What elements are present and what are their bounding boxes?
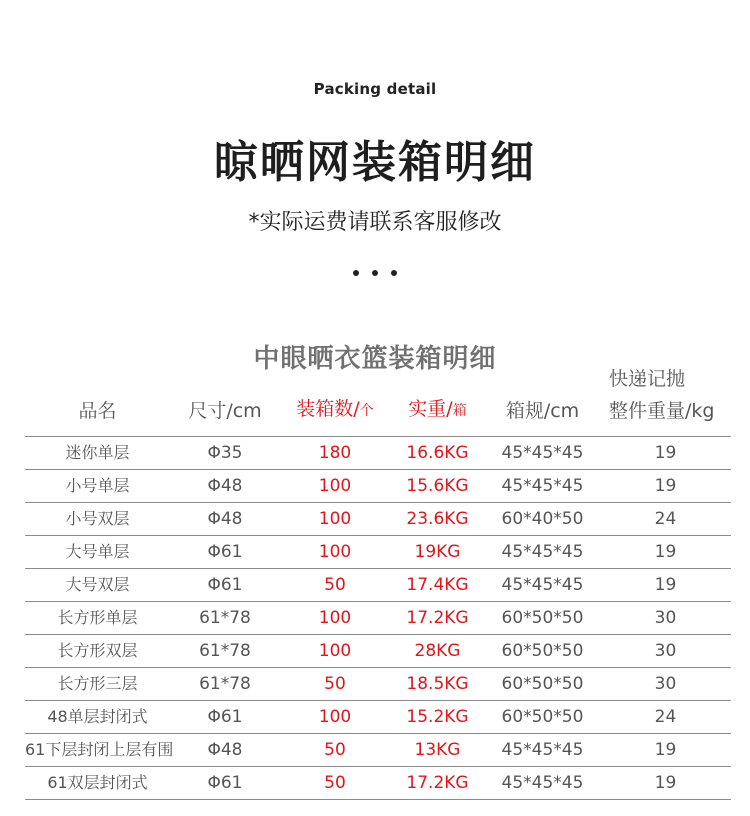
dots-divider [0,270,750,276]
header-qty [280,393,390,427]
cell-qty: 100 [318,707,352,727]
cell-size: Φ61 [207,707,243,727]
table-row [25,734,731,767]
dot-icon [353,270,359,276]
cell-size: Φ61 [207,773,243,793]
cell-size: Φ35 [207,443,243,463]
cell-qty: 100 [318,641,352,661]
cell-name: 大号双层 [65,575,130,594]
cell-box: 45*45*45 [501,542,584,562]
cell-qty: 100 [318,509,352,529]
cell-name: 小号单层 [65,476,130,495]
cell-ship-weight: 19 [654,740,677,760]
header-size: 尺寸/cm [188,400,262,422]
header-ship-line1: 快递记抛 [609,368,686,390]
cell-box: 60*40*50 [501,509,584,529]
cell-weight: 19KG [414,542,461,562]
section-title: 中眼晒衣篮装箱明细 [253,344,497,374]
cell-ship-weight: 19 [654,542,677,562]
cell-name: 长方形双层 [57,641,138,660]
cell-ship-weight: 24 [654,509,677,529]
header-weight-unit: 箱 [452,403,467,419]
cell-ship-weight: 19 [654,773,677,793]
cell-name: 大号单层 [65,542,130,561]
header-qty-main: 装箱数/ [296,398,360,420]
header-weight [390,393,485,427]
table-body [25,437,731,800]
table-row [25,668,731,701]
table-row [25,635,731,668]
cell-weight: 15.2KG [406,707,469,727]
cell-weight: 13KG [414,740,461,760]
cell-name: 61双层封闭式 [47,773,148,792]
cell-qty: 100 [318,608,352,628]
cell-ship-weight: 30 [654,608,677,628]
cell-name: 长方形三层 [57,674,138,693]
table-row [25,536,731,569]
cell-weight: 23.6KG [406,509,469,529]
cell-qty: 50 [324,740,346,760]
cell-box: 60*50*50 [501,608,584,628]
cell-qty: 50 [324,773,346,793]
cell-name: 小号双层 [65,509,130,528]
cell-qty: 100 [318,542,352,562]
cell-size: Φ48 [207,740,243,760]
cell-qty: 50 [324,674,346,694]
dot-icon [372,270,378,276]
cell-weight: 15.6KG [406,476,469,496]
header-qty-unit: 个 [359,403,374,419]
cell-ship-weight: 24 [654,707,677,727]
cell-box: 45*45*45 [501,773,584,793]
table-row [25,569,731,602]
cell-weight: 17.4KG [406,575,469,595]
cell-ship-weight: 19 [654,476,677,496]
cell-weight: 28KG [414,641,461,661]
table-header-row [25,366,731,437]
cell-box: 60*50*50 [501,707,584,727]
cell-weight: 18.5KG [406,674,469,694]
cell-size: 61*78 [199,674,251,694]
cell-qty: 50 [324,575,346,595]
table-row [25,470,731,503]
packing-table [25,366,731,800]
cell-box: 45*45*45 [501,740,584,760]
cell-ship-weight: 30 [654,674,677,694]
cell-size: Φ48 [207,476,243,496]
header-ship-weight [600,363,731,427]
cell-name: 迷你单层 [65,443,130,462]
table-row [25,602,731,635]
cell-ship-weight: 19 [654,575,677,595]
table-row [25,503,731,536]
table-row [25,767,731,800]
cell-box: 60*50*50 [501,674,584,694]
cell-qty: 100 [318,476,352,496]
cell-ship-weight: 30 [654,641,677,661]
cell-box: 45*45*45 [501,575,584,595]
table-row [25,701,731,734]
header-ship-line2: 整件重量/kg [609,400,715,422]
cell-qty: 180 [318,443,352,463]
header-name: 品名 [78,400,117,422]
page-title: 晾晒网装箱明细 [214,137,536,188]
header-weight-main: 实重/ [408,398,453,420]
cell-name: 48单层封闭式 [47,707,148,726]
cell-name: 长方形单层 [57,608,138,627]
cell-weight: 17.2KG [406,773,469,793]
cell-ship-weight: 19 [654,443,677,463]
shipping-note: *实际运费请联系客服修改 [248,210,502,235]
cell-size: Φ61 [207,575,243,595]
eyebrow-text: Packing detail [313,80,437,98]
cell-name: 61下层封闭上层有围 [25,740,174,759]
cell-weight: 16.6KG [406,443,469,463]
cell-box: 45*45*45 [501,443,584,463]
cell-size: 61*78 [199,641,251,661]
cell-size: Φ48 [207,509,243,529]
cell-box: 60*50*50 [501,641,584,661]
cell-size: 61*78 [199,608,251,628]
header-box: 箱规/cm [505,400,580,422]
table-row [25,437,731,470]
cell-size: Φ61 [207,542,243,562]
cell-weight: 17.2KG [406,608,469,628]
cell-box: 45*45*45 [501,476,584,496]
dot-icon [391,270,397,276]
